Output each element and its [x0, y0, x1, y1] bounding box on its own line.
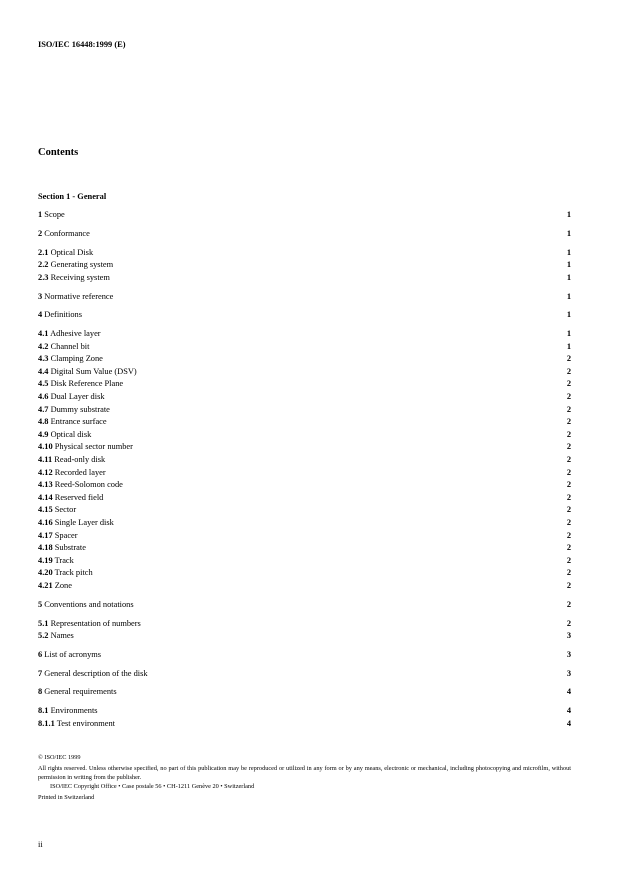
toc-entry-page: 3 [566, 668, 571, 678]
toc-entry-number: 2.1 [38, 247, 49, 257]
page-number: ii [38, 840, 43, 849]
toc-entry-number: 5.2 [38, 631, 49, 641]
toc-entry[interactable] [38, 309, 571, 322]
toc-entry-page: 2 [566, 480, 571, 490]
toc-entry[interactable] [38, 467, 571, 480]
toc-entry-text: Physical sector number [54, 442, 133, 452]
toc-entry-page: 1 [566, 247, 571, 257]
toc-entry-page: 1 [566, 260, 571, 270]
toc-entry-number: 4.2 [38, 341, 49, 351]
toc-entry[interactable] [38, 492, 571, 505]
toc-entry[interactable] [38, 366, 571, 379]
toc-entry[interactable] [38, 341, 571, 354]
rights-statement: All rights reserved. Unless otherwise specified, no part of this publication may be reproduced or utilized in any form or by any means, electronic or mechanical, including photocopying and microfilm, without permission in writing from the publisher. [38, 765, 571, 781]
toc-entry-title [38, 429, 91, 442]
toc-entry[interactable] [38, 630, 571, 643]
toc-entry-title [38, 366, 137, 379]
toc-entry-page: 1 [566, 291, 571, 301]
toc-entry-page: 4 [566, 718, 571, 728]
toc-entry-title [38, 454, 105, 467]
toc-entry-text: Spacer [54, 530, 78, 540]
toc-entry-page: 3 [566, 631, 571, 641]
toc-entry-title [38, 718, 115, 731]
toc-entry-page: 1 [566, 329, 571, 339]
toc-entry-text: Names [50, 631, 74, 641]
toc-entry-text: Read-only disk [54, 455, 106, 465]
toc-entry-number: 6 [38, 649, 43, 659]
toc-entry[interactable] [38, 504, 571, 517]
toc-entry-number: 4.5 [38, 379, 49, 389]
toc-entry-page: 2 [566, 599, 571, 609]
toc-entry[interactable] [38, 429, 571, 442]
section-title: Section 1 - General [38, 192, 107, 201]
toc-entry-text: Conformance [44, 228, 90, 238]
toc-entry-text: Track pitch [54, 568, 93, 578]
toc-entry[interactable] [38, 686, 571, 699]
toc-entry-text: Optical disk [50, 429, 92, 439]
toc-entry-title [38, 567, 93, 580]
contents-title: Contents [38, 147, 79, 158]
toc-entry[interactable] [38, 668, 571, 681]
toc-entry[interactable] [38, 517, 571, 530]
toc-entry-title [38, 580, 72, 593]
toc-entry-title [38, 599, 134, 612]
toc-entry-text: Zone [54, 580, 72, 590]
toc-entry-title [38, 416, 107, 429]
toc-entry-text: Normative reference [44, 291, 114, 301]
toc-entry-text: Single Layer disk [54, 518, 114, 527]
toc-entry-page: 1 [566, 272, 571, 282]
toc-entry-text: Adhesive layer [50, 329, 101, 339]
toc-entry-page: 2 [566, 555, 571, 565]
toc-entry[interactable] [38, 580, 571, 593]
toc-entry-title [38, 378, 123, 391]
toc-entry[interactable] [38, 705, 571, 718]
toc-entry-title [38, 404, 110, 417]
toc-entry-title [38, 228, 90, 241]
toc-entry-number: 8.1.1 [38, 718, 55, 728]
toc-entry-number: 4.1 [38, 329, 49, 339]
toc-entry[interactable] [38, 328, 571, 341]
toc-entry[interactable] [38, 353, 571, 366]
toc-entry-title [38, 467, 106, 480]
toc-entry-page: 2 [566, 404, 571, 414]
toc-entry-number: 4.19 [38, 555, 53, 565]
toc-entry-number: 2.2 [38, 260, 49, 270]
toc-entry-number: 4.3 [38, 354, 49, 364]
toc-entry-number: 4.7 [38, 404, 49, 414]
copyright-notice [38, 753, 571, 802]
toc-entry[interactable] [38, 441, 571, 454]
toc-entry-page: 2 [566, 530, 571, 540]
toc-entry-title [38, 492, 103, 505]
toc-entry-page: 2 [566, 455, 571, 465]
toc-entry-text: Dual Layer disk [50, 392, 105, 402]
toc-entry-page: 2 [566, 505, 571, 515]
toc-entry-text: Substrate [54, 543, 86, 553]
toc-entry-number: 4.11 [38, 455, 53, 465]
printed-in: Printed in Switzerland [38, 794, 95, 801]
toc-entry-text: Clamping Zone [50, 354, 103, 364]
toc-entry[interactable] [38, 530, 571, 543]
toc-entry-title [38, 555, 74, 568]
toc-entry-title [38, 542, 86, 555]
toc-entry-title [38, 441, 133, 454]
toc-entry-number: 4.16 [38, 518, 53, 527]
toc-entry-page: 4 [566, 706, 571, 716]
toc-entry-page: 2 [566, 429, 571, 439]
toc-entry[interactable] [38, 391, 571, 404]
toc-entry-page: 2 [566, 580, 571, 590]
toc-entry-number: 4.9 [38, 429, 49, 439]
toc-entry[interactable] [38, 599, 571, 612]
toc-entry-text: Receiving system [50, 272, 110, 282]
toc-entry-page: 4 [566, 687, 571, 697]
toc-entry[interactable] [38, 416, 571, 429]
toc-entry-text: Definitions [44, 310, 82, 320]
toc-entry-number: 5.1 [38, 618, 49, 628]
toc-entry-page: 2 [566, 543, 571, 553]
toc-entry[interactable] [38, 228, 571, 241]
toc-entry-number: 2 [38, 228, 43, 238]
toc-entry-number: 7 [38, 668, 43, 678]
toc-entry-text: General description of the disk [44, 668, 148, 678]
toc-entry-text: Test environment [56, 718, 115, 728]
toc-entry-text: Recorded layer [54, 467, 106, 477]
toc-entry-text: Disk Reference Plane [50, 379, 124, 389]
toc-entry-number: 4.13 [38, 480, 53, 490]
toc-entry[interactable] [38, 209, 571, 222]
toc-entry-title [38, 618, 141, 631]
toc-entry-title [38, 517, 114, 530]
toc-entry-page: 2 [566, 492, 571, 502]
toc-entry-title [38, 247, 93, 260]
toc-entry-number: 4 [38, 310, 43, 320]
toc-entry-text: Scope [44, 210, 65, 219]
toc-entry-page: 2 [566, 379, 571, 389]
toc-entry-page: 1 [566, 310, 571, 320]
toc-entry-page: 3 [566, 649, 571, 659]
toc-entry-number: 4.20 [38, 568, 53, 578]
toc-entry-text: Entrance surface [50, 417, 107, 427]
toc-entry-page: 2 [566, 467, 571, 477]
toc-entry-title [38, 649, 101, 662]
toc-entry-text: Optical Disk [50, 247, 94, 257]
toc-entry[interactable] [38, 649, 571, 662]
toc-entry-number: 4.10 [38, 442, 53, 452]
toc-entry[interactable] [38, 378, 571, 391]
toc-entry-title [38, 341, 89, 354]
toc-entry[interactable] [38, 718, 571, 731]
toc-entry-number: 3 [38, 291, 43, 301]
toc-entry-page: 1 [566, 228, 571, 238]
toc-entry-page: 1 [566, 341, 571, 351]
toc-entry-number: 8.1 [38, 706, 49, 716]
toc-entry-title [38, 530, 78, 543]
toc-entry-title [38, 479, 123, 492]
toc-entry-number: 4.18 [38, 543, 53, 553]
copyright-office-address: ISO/IEC Copyright Office • Case postale 56 • CH-1211 Genève 20 • Switzerland [50, 783, 255, 790]
toc-entry-page: 2 [566, 568, 571, 578]
toc-entry-text: Environments [50, 706, 98, 716]
toc-entry-text: Track [54, 555, 74, 565]
toc-entry[interactable] [38, 567, 571, 580]
toc-entry[interactable] [38, 555, 571, 568]
toc-entry-page: 2 [566, 366, 571, 376]
toc-entry-number: 4.17 [38, 530, 53, 540]
toc-entry-page: 2 [566, 392, 571, 402]
table-of-contents [38, 209, 571, 730]
toc-entry[interactable] [38, 479, 571, 492]
toc-entry[interactable] [38, 272, 571, 285]
toc-entry-text: Digital Sum Value (DSV) [50, 366, 137, 376]
toc-entry-number: 4.12 [38, 467, 53, 477]
toc-entry-number: 1 [38, 210, 43, 219]
toc-entry-title [38, 209, 65, 222]
toc-entry-title [38, 309, 82, 322]
toc-entry-title [38, 259, 113, 272]
toc-entry-title [38, 272, 110, 285]
toc-entry-title [38, 686, 117, 699]
toc-entry[interactable] [38, 404, 571, 417]
toc-entry-text: Conventions and notations [44, 599, 134, 609]
toc-entry-page: 2 [566, 442, 571, 452]
toc-entry-number: 4.15 [38, 505, 53, 515]
toc-entry[interactable] [38, 247, 571, 260]
toc-entry-number: 4.8 [38, 417, 49, 427]
toc-entry[interactable] [38, 291, 571, 304]
document-id: ISO/IEC 16448:1999 (E) [38, 40, 126, 49]
copyright-line: © ISO/IEC 1999 [38, 754, 81, 761]
toc-entry-text: Representation of numbers [50, 618, 141, 628]
toc-entry-text: Reed-Solomon code [54, 480, 123, 490]
toc-entry[interactable] [38, 259, 571, 272]
toc-entry-title [38, 705, 98, 718]
toc-entry-text: Sector [54, 505, 77, 515]
toc-entry[interactable] [38, 618, 571, 631]
toc-entry-title [38, 668, 148, 681]
toc-entry[interactable] [38, 454, 571, 467]
toc-entry[interactable] [38, 542, 571, 555]
toc-entry-number: 4.21 [38, 580, 53, 590]
toc-entry-page: 1 [566, 210, 571, 219]
toc-entry-page: 2 [566, 417, 571, 427]
toc-entry-text: Generating system [50, 260, 114, 270]
toc-entry-page: 2 [566, 518, 571, 527]
toc-entry-title [38, 328, 101, 341]
toc-entry-title [38, 291, 113, 304]
toc-entry-number: 4.14 [38, 492, 53, 502]
toc-entry-text: Channel bit [50, 341, 90, 351]
toc-entry-number: 4.4 [38, 366, 49, 376]
toc-entry-title [38, 630, 74, 643]
toc-entry-text: List of acronyms [44, 649, 102, 659]
toc-entry-text: General requirements [44, 687, 117, 697]
toc-entry-number: 4.6 [38, 392, 49, 402]
toc-entry-number: 8 [38, 687, 43, 697]
toc-entry-title [38, 504, 76, 517]
toc-entry-number: 5 [38, 599, 43, 609]
toc-entry-page: 2 [566, 618, 571, 628]
toc-entry-title [38, 391, 105, 404]
toc-entry-page: 2 [566, 354, 571, 364]
toc-entry-text: Dummy substrate [50, 404, 110, 414]
toc-entry-text: Reserved field [54, 492, 104, 502]
toc-entry-title [38, 353, 103, 366]
toc-entry-number: 2.3 [38, 272, 49, 282]
